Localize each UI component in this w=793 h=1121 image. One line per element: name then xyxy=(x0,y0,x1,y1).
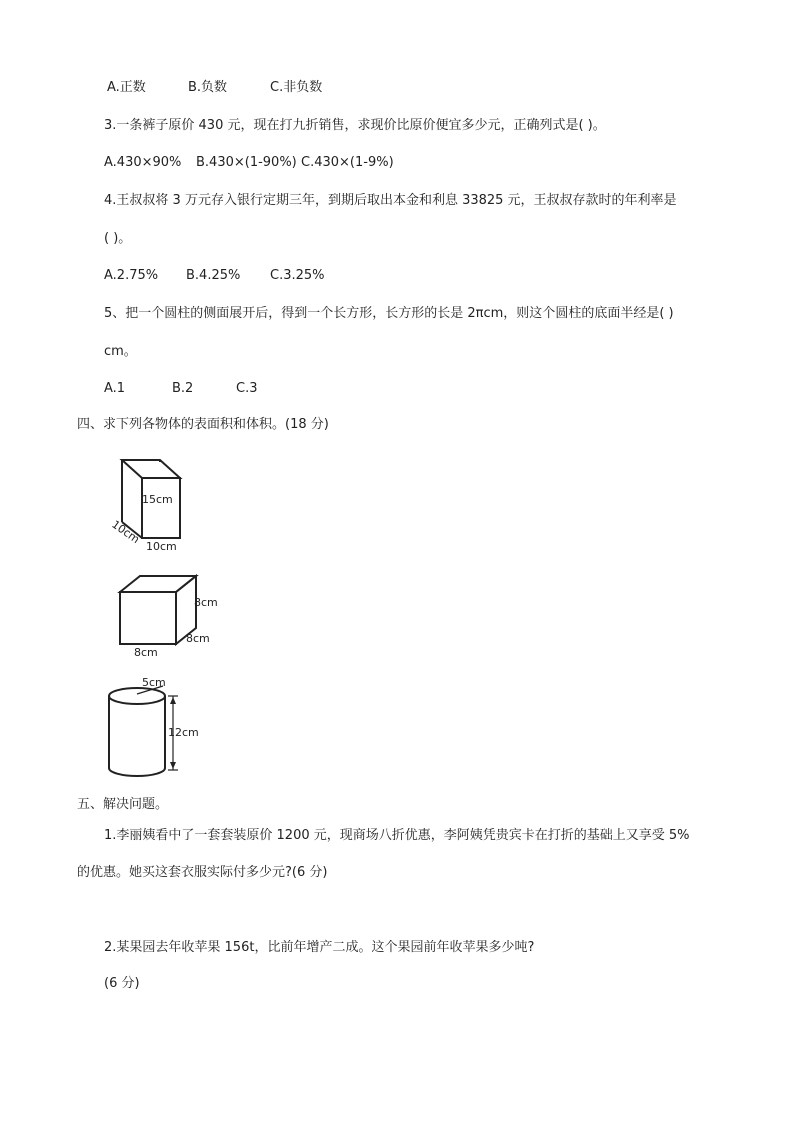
cylinder-figure xyxy=(100,672,210,782)
q3-option-c: C.430×(1-9%) xyxy=(301,155,394,170)
cylinder-radius-label: 5cm xyxy=(142,676,166,689)
q5-option-a: A.1 xyxy=(104,381,126,396)
problem1-line1: 1.李丽姨看中了一套套装原价 1200 元，现商场八折优惠，李阿姨凭贵宾卡在打折的基础上又享受 5% xyxy=(104,828,690,843)
q3-option-a: A.430×90% xyxy=(104,155,182,170)
q2-option-a: A.正数 xyxy=(107,80,146,95)
problem1-line2: 的优惠。她买这套衣服实际付多少元?(6 分) xyxy=(77,865,328,880)
cube-height-label: 8cm xyxy=(194,596,218,609)
cube-width-label: 8cm xyxy=(134,646,158,659)
problem2-line1: 2.某果园去年收苹果 156t，比前年增产二成。这个果园前年收苹果多少吨? xyxy=(104,940,535,955)
q2-option-b: B.负数 xyxy=(188,80,228,95)
q5-text-cont: cm。 xyxy=(104,344,137,359)
q5-text: 5、把一个圆柱的侧面展开后，得到一个长方形，长方形的长是 2πcm，则这个圆柱的底面半经是( ) xyxy=(104,306,674,321)
q3-option-b: B.430×(1-90%) xyxy=(196,155,297,170)
section4-title: 四、求下列各物体的表面积和体积。(18 分) xyxy=(77,417,329,432)
q3-text: 3.一条裤子原价 430 元，现在打九折销售，求现价比原价便宜多少元，正确列式是( )。 xyxy=(104,118,606,133)
q2-option-c: C.非负数 xyxy=(270,80,323,95)
q4-option-c: C.3.25% xyxy=(270,268,325,283)
prism-depth-label: 10cm xyxy=(109,517,142,547)
q4-text-cont: ( )。 xyxy=(104,231,132,246)
q4-text: 4.王叔叔将 3 万元存入银行定期三年，到期后取出本金和利息 33825 元，王叔叔存款时的年利率是 xyxy=(104,193,677,208)
q4-option-b: B.4.25% xyxy=(186,268,241,283)
q5-option-c: C.3 xyxy=(236,381,258,396)
problem2-line2: (6 分) xyxy=(104,976,140,991)
cube-figure xyxy=(110,570,230,660)
cylinder-height-label: 12cm xyxy=(168,726,199,739)
prism-height-label: 15cm xyxy=(142,493,173,506)
q5-option-b: B.2 xyxy=(172,381,194,396)
q4-option-a: A.2.75% xyxy=(104,268,159,283)
prism-width-label: 10cm xyxy=(146,540,177,553)
cube-depth-label: 8cm xyxy=(186,632,210,645)
section5-title: 五、解决问题。 xyxy=(77,797,169,812)
rect-prism-figure xyxy=(100,450,210,558)
